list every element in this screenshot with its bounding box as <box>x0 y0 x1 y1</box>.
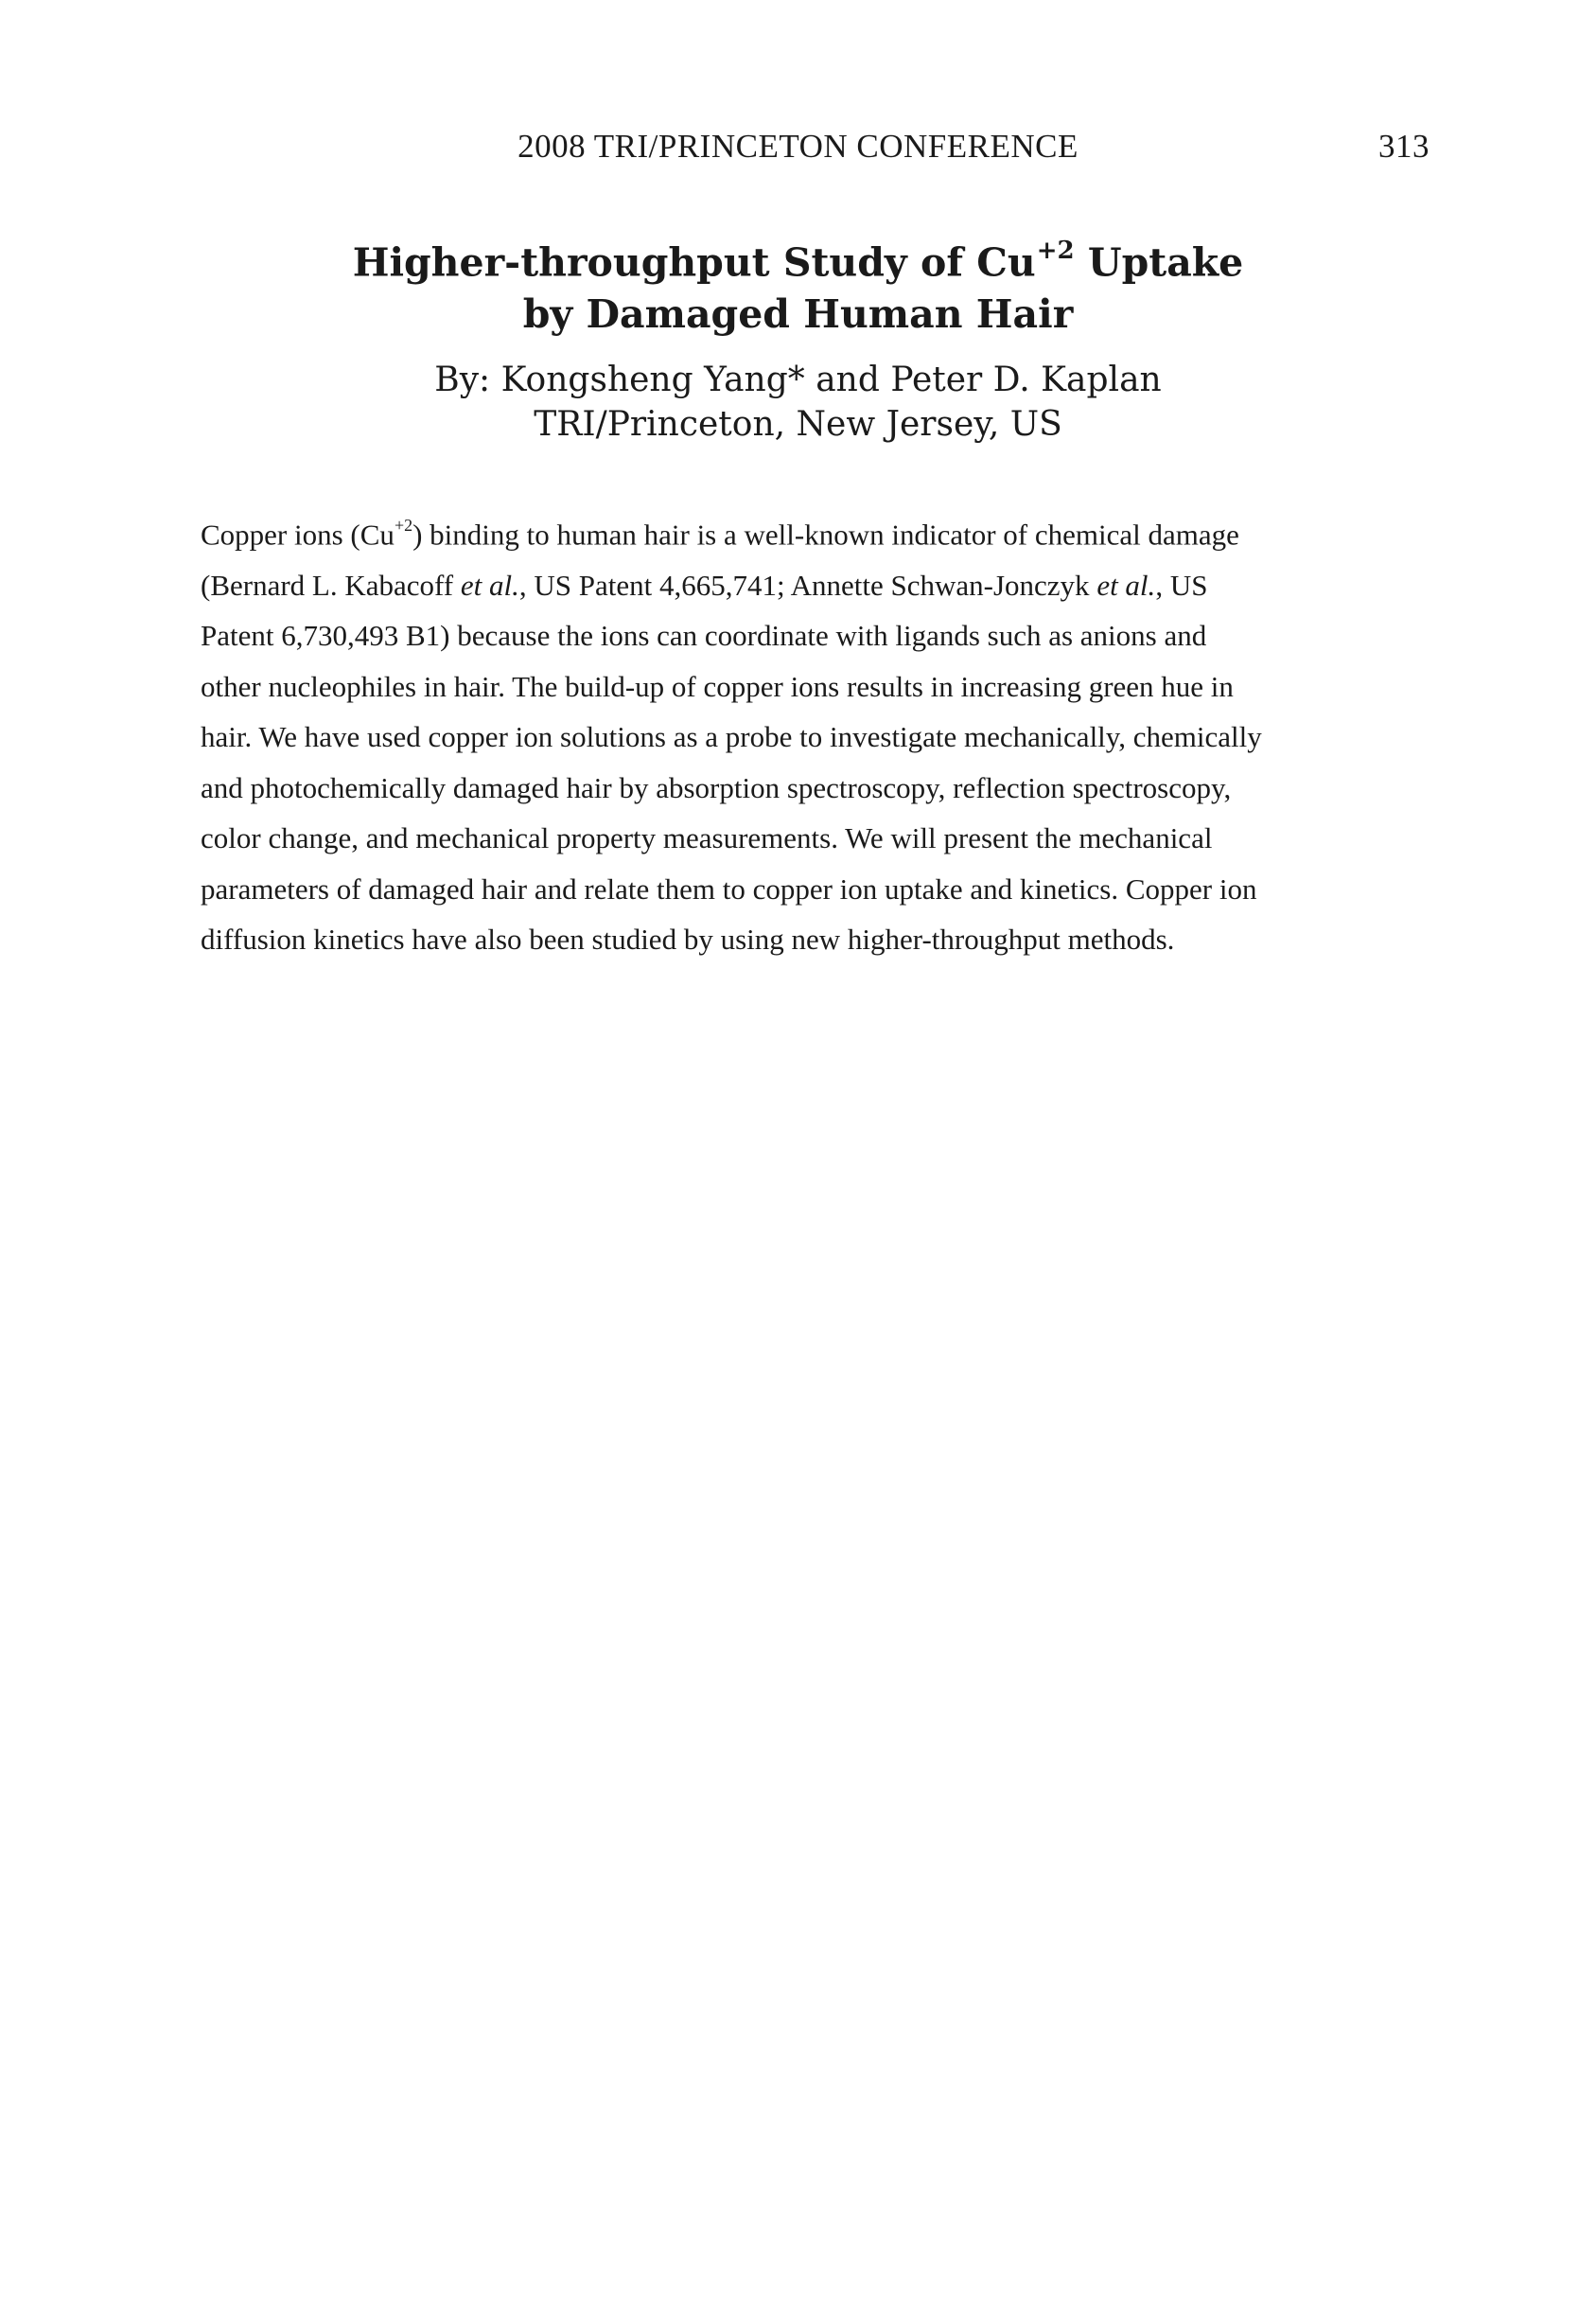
authors-block <box>0 358 1596 447</box>
title-text-part-1: Higher-throughput Study of Cu <box>352 239 1036 286</box>
abstract-text: Copper ions (Cu <box>201 518 395 552</box>
abstract-line-3: Patent 6,730,493 B1) because the ions can coordinate with ligands such as anions and <box>201 619 1207 653</box>
abstract-italic: et al. <box>460 568 519 602</box>
author-byline: By: Kongsheng Yang* and Peter D. Kaplan <box>434 361 1162 399</box>
page-number: 313 <box>1378 128 1429 165</box>
abstract-text: , US <box>1155 568 1208 602</box>
title-line-2: by Damaged Human Hair <box>522 290 1074 337</box>
title-line-1 <box>0 229 1596 289</box>
abstract-text: , US Patent 4,665,741; Annette Schwan-Jonczyk <box>518 568 1097 602</box>
abstract-text: ) binding to human hair is a well-known indicator of chemical damage <box>412 518 1239 552</box>
running-title: 2008 TRI/PRINCETON CONFERENCE <box>517 128 1079 165</box>
abstract-superscript: +2 <box>394 516 413 535</box>
author-affiliation: TRI/Princeton, New Jersey, US <box>534 405 1062 444</box>
abstract-line-4: other nucleophiles in hair. The build-up of copper ions results in increasing green hue in <box>201 669 1234 703</box>
abstract-line-8: parameters of damaged hair and relate them to copper ion uptake and kinetics. Copper ion <box>201 871 1257 906</box>
title-superscript: +2 <box>1036 237 1075 265</box>
title-text-part-2: Uptake <box>1074 239 1244 286</box>
abstract-line-5: hair. We have used copper ion solutions as a probe to investigate mechanically, chemically <box>201 720 1262 754</box>
abstract-body <box>201 503 1421 965</box>
abstract-line-6: and photochemically damaged hair by absorption spectroscopy, reflection spectroscopy, <box>201 770 1232 804</box>
abstract-italic: et al. <box>1096 568 1156 602</box>
abstract-line-7: color change, and mechanical property measurements. We will present the mechanical <box>201 821 1213 855</box>
abstract-line-1 <box>201 503 1421 560</box>
abstract-line-2 <box>201 560 1421 611</box>
abstract-text: (Bernard L. Kabacoff <box>201 568 461 602</box>
abstract-line-9: diffusion kinetics have also been studied by using new higher-throughput methods. <box>201 923 1175 957</box>
paper-title <box>0 229 1596 340</box>
running-header <box>0 128 1596 175</box>
